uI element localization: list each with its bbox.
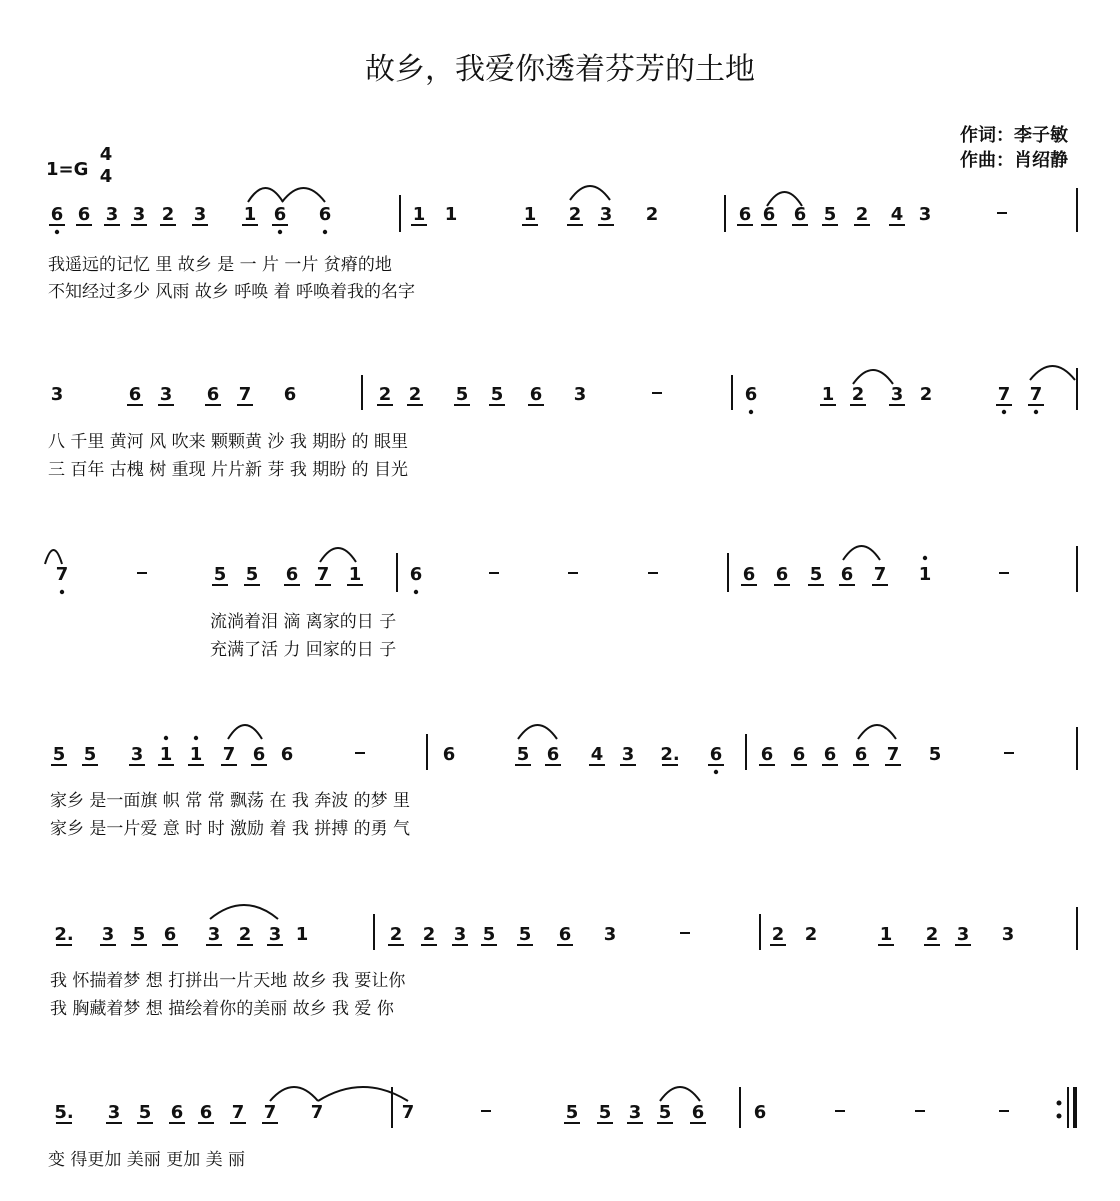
note-numeral: 6 <box>753 1102 767 1123</box>
low-octave-dot <box>714 770 718 774</box>
note-numeral: 5 <box>658 1102 672 1123</box>
note-numeral: 5 <box>52 744 66 765</box>
note-numeral: 3 <box>193 204 207 225</box>
note-numeral: 7 <box>222 744 236 765</box>
low-octave-dot <box>55 230 59 234</box>
note-numeral: 1 <box>159 744 173 765</box>
note-numeral: 5 <box>213 564 227 585</box>
lyric-line: 三 百年 古槐 树 重现 片片新 芽 我 期盼 的 目光 <box>48 460 409 480</box>
note-numeral: 3 <box>107 1102 121 1123</box>
note-numeral: 6 <box>529 384 543 405</box>
note-numeral: 6 <box>738 204 752 225</box>
note-numeral: 6 <box>285 564 299 585</box>
note-numeral: 6 <box>252 744 266 765</box>
note-numeral: 2 <box>378 384 392 405</box>
note-numeral: 3 <box>890 384 904 405</box>
note-numeral: 6 <box>546 744 560 765</box>
note-numeral: 6 <box>273 204 287 225</box>
note-numeral: 5 <box>518 924 532 945</box>
lyric-line: 充满了活 力 回家的日 子 <box>210 640 397 660</box>
page-title: 故乡，我爱你透着芬芳的土地 <box>365 52 755 87</box>
note-numeral: 2 <box>238 924 252 945</box>
tie-arc <box>853 370 893 384</box>
note-numeral: 6 <box>318 204 332 225</box>
note-numeral: 5 <box>83 744 97 765</box>
tie-arc <box>1030 366 1075 380</box>
note-numeral: 6 <box>280 744 294 765</box>
note-numeral: 6 <box>854 744 868 765</box>
note-numeral: 1 <box>523 204 537 225</box>
note-numeral: 2 <box>645 204 659 225</box>
tie-arc <box>518 725 557 739</box>
repeat-dot <box>1057 1114 1062 1119</box>
note-numeral: 3 <box>918 204 932 225</box>
note-numeral: 1 <box>412 204 426 225</box>
note-numeral: 7 <box>310 1102 324 1123</box>
note-numeral: 3 <box>268 924 282 945</box>
time-signature-bottom: 4 <box>99 166 113 187</box>
low-octave-dot <box>749 410 753 414</box>
high-octave-dot <box>194 736 198 740</box>
note-numeral: 3 <box>621 744 635 765</box>
note-numeral: 5 <box>598 1102 612 1123</box>
tie-arc <box>660 1087 700 1101</box>
note-numeral: 7 <box>238 384 252 405</box>
note-numeral: 6 <box>744 384 758 405</box>
note-numeral: 6 <box>558 924 572 945</box>
low-octave-dot <box>414 590 418 594</box>
note-numeral: 1 <box>243 204 257 225</box>
low-octave-dot <box>278 230 282 234</box>
note-numeral: 6 <box>760 744 774 765</box>
note-numeral: 2. <box>54 924 74 945</box>
note-numeral: 5 <box>928 744 942 765</box>
note-numeral: 6 <box>840 564 854 585</box>
note-numeral: 7 <box>1029 384 1043 405</box>
note-numeral: 1 <box>189 744 203 765</box>
note-numeral: 7 <box>263 1102 277 1123</box>
note-numeral: 6 <box>742 564 756 585</box>
note-numeral: 5 <box>245 564 259 585</box>
note-numeral: 6 <box>128 384 142 405</box>
note-numeral: 7 <box>231 1102 245 1123</box>
note-numeral: 6 <box>823 744 837 765</box>
note-numeral: 1 <box>348 564 362 585</box>
note-numeral: 5 <box>565 1102 579 1123</box>
note-numeral: 7 <box>316 564 330 585</box>
low-octave-dot <box>1002 410 1006 414</box>
note-numeral: 5 <box>516 744 530 765</box>
note-numeral: 6 <box>762 204 776 225</box>
note-numeral: 5. <box>54 1102 74 1123</box>
note-numeral: 1 <box>295 924 309 945</box>
note-numeral: 3 <box>207 924 221 945</box>
note-numeral: 2 <box>925 924 939 945</box>
note-numeral: 6 <box>793 204 807 225</box>
note-numeral: 5 <box>809 564 823 585</box>
note-numeral: 2 <box>389 924 403 945</box>
note-numeral: 3 <box>453 924 467 945</box>
note-numeral: 3 <box>132 204 146 225</box>
high-octave-dot <box>164 736 168 740</box>
note-numeral: 3 <box>628 1102 642 1123</box>
note-numeral: 4 <box>590 744 604 765</box>
note-numeral: 2 <box>855 204 869 225</box>
note-numeral: 6 <box>206 384 220 405</box>
lyric-line: 流淌着泪 滴 离家的日 子 <box>210 612 397 632</box>
note-numeral: 6 <box>163 924 177 945</box>
note-numeral: 6 <box>691 1102 705 1123</box>
note-numeral: 1 <box>444 204 458 225</box>
note-numeral: 2. <box>660 744 680 765</box>
key-signature: 1=G <box>46 159 89 180</box>
tie-arc <box>270 1087 318 1101</box>
note-numeral: 1 <box>918 564 932 585</box>
note-numeral: 1 <box>879 924 893 945</box>
lyric-line: 家乡 是一面旗 帜 常 常 飘荡 在 我 奔波 的梦 里 <box>50 791 411 811</box>
note-numeral: 3 <box>603 924 617 945</box>
note-numeral: 7 <box>873 564 887 585</box>
note-numeral: 6 <box>442 744 456 765</box>
composer-credit: 作曲：肖绍静 <box>960 150 1068 171</box>
low-octave-dot <box>60 590 64 594</box>
note-numeral: 2 <box>161 204 175 225</box>
note-numeral: 5 <box>823 204 837 225</box>
note-numeral: 1 <box>821 384 835 405</box>
note-numeral: 3 <box>101 924 115 945</box>
note-numeral: 6 <box>792 744 806 765</box>
note-numeral: 4 <box>890 204 904 225</box>
tie-arc <box>210 905 278 919</box>
low-octave-dot <box>323 230 327 234</box>
note-numeral: 2 <box>771 924 785 945</box>
tie-arc <box>45 550 62 564</box>
note-numeral: 5 <box>138 1102 152 1123</box>
note-numeral: 3 <box>1001 924 1015 945</box>
note-numeral: 2 <box>804 924 818 945</box>
note-numeral: 3 <box>573 384 587 405</box>
note-numeral: 6 <box>77 204 91 225</box>
low-octave-dot <box>1034 410 1038 414</box>
tie-arc <box>248 188 283 202</box>
note-numeral: 5 <box>482 924 496 945</box>
tie-arc <box>282 188 325 202</box>
note-numeral: 6 <box>50 204 64 225</box>
note-numeral: 6 <box>775 564 789 585</box>
tie-arc <box>320 548 356 562</box>
high-octave-dot <box>923 556 927 560</box>
note-numeral: 6 <box>199 1102 213 1123</box>
lyric-line: 我遥远的记忆 里 故乡 是 一 片 一片 贫瘠的地 <box>48 255 392 275</box>
note-numeral: 7 <box>401 1102 415 1123</box>
lyric-line: 我 胸藏着梦 想 描绘着你的美丽 故乡 我 爱 你 <box>50 999 394 1019</box>
tie-arc <box>843 546 880 560</box>
note-numeral: 5 <box>132 924 146 945</box>
tie-arc <box>228 725 262 739</box>
note-numeral: 2 <box>919 384 933 405</box>
repeat-dot <box>1057 1101 1062 1106</box>
note-numeral: 3 <box>599 204 613 225</box>
lyric-line: 我 怀揣着梦 想 打拼出一片天地 故乡 我 要让你 <box>50 971 406 991</box>
lyric-line: 不知经过多少 风雨 故乡 呼唤 着 呼唤着我的名字 <box>48 282 416 302</box>
note-numeral: 2 <box>422 924 436 945</box>
note-numeral: 2 <box>568 204 582 225</box>
note-numeral: 7 <box>55 564 69 585</box>
note-numeral: 7 <box>886 744 900 765</box>
note-numeral: 6 <box>709 744 723 765</box>
tie-arc <box>318 1087 408 1101</box>
note-numeral: 5 <box>455 384 469 405</box>
note-numeral: 2 <box>851 384 865 405</box>
note-numeral: 3 <box>159 384 173 405</box>
tie-arc <box>858 725 896 739</box>
lyric-line: 八 千里 黄河 风 吹来 颗颗黄 沙 我 期盼 的 眼里 <box>48 432 409 452</box>
note-numeral: 6 <box>283 384 297 405</box>
note-numeral: 3 <box>956 924 970 945</box>
time-signature-top: 4 <box>99 144 113 165</box>
note-numeral: 3 <box>105 204 119 225</box>
note-numeral: 3 <box>50 384 64 405</box>
note-numeral: 3 <box>130 744 144 765</box>
lyric-line: 家乡 是一片爱 意 时 时 激励 着 我 拼搏 的勇 气 <box>50 819 411 839</box>
lyric-line: 变 得更加 美丽 更加 美 丽 <box>48 1150 246 1170</box>
note-numeral: 6 <box>409 564 423 585</box>
note-numeral: 2 <box>408 384 422 405</box>
note-numeral: 6 <box>170 1102 184 1123</box>
lyricist-credit: 作词：李子敏 <box>960 125 1068 146</box>
tie-arc <box>570 186 610 200</box>
note-numeral: 5 <box>490 384 504 405</box>
note-numeral: 7 <box>997 384 1011 405</box>
